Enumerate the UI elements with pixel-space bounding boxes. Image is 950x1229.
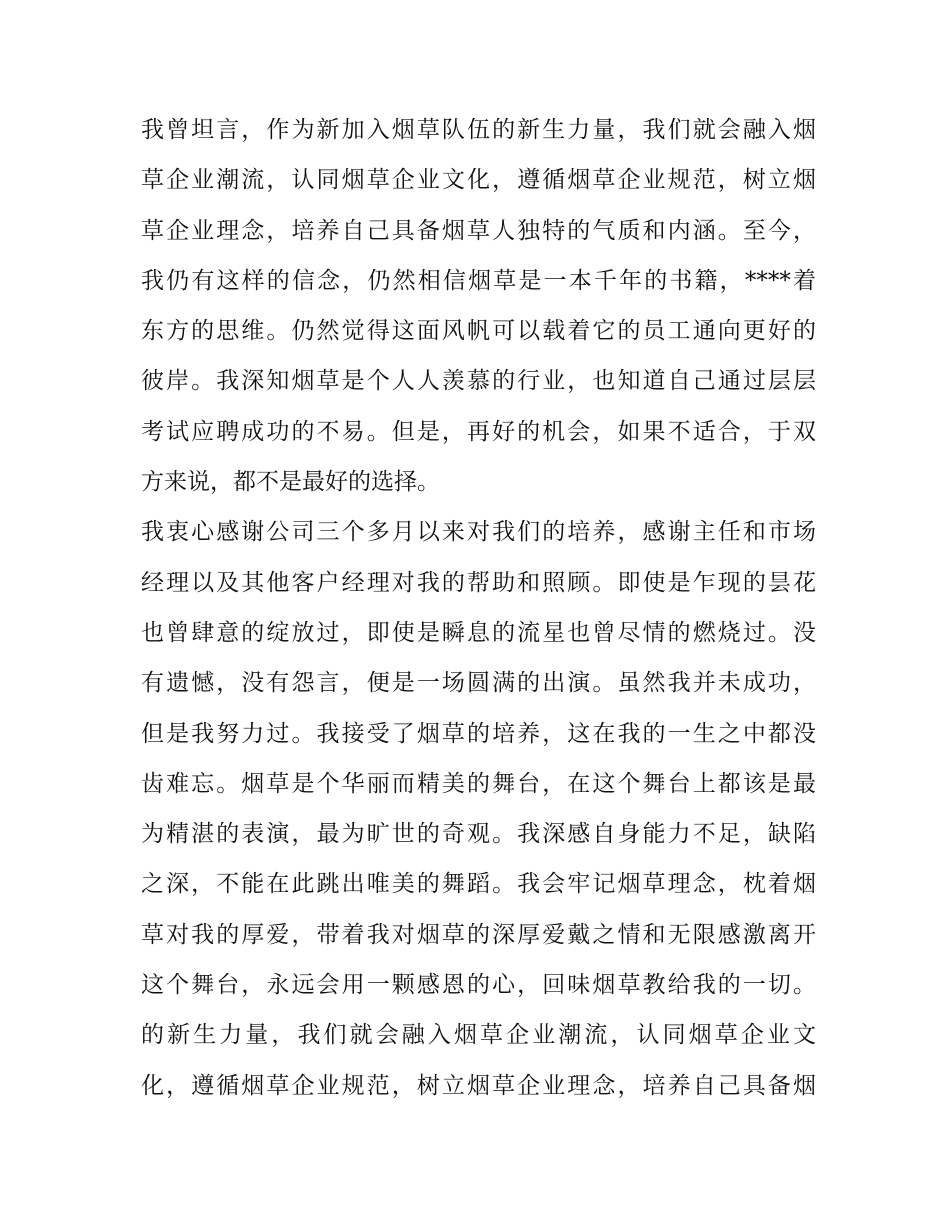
text-line: 我曾坦言，作为新加入烟草队伍的新生力量，我们就会融入烟 [141,117,816,143]
text-line: 这个舞台，永远会用一颗感恩的心，回味烟草教给我的一切。 [141,972,816,999]
body-text [141,105,816,1111]
text-line: 齿难忘。烟草是个华丽而精美的舞台，在这个舞台上都该是最 [141,770,816,797]
text-line: 之深，不能在此跳出唯美的舞蹈。我会牢记烟草理念，枕着烟 [141,871,816,898]
text-line: 考试应聘成功的不易。但是，再好的机会，如果不适合，于双 [141,418,816,445]
text-line: 我仍有这样的信念，仍然相信烟草是一本千年的书籍，****着 [141,267,816,294]
text-line: 有遗憾，没有怨言，便是一场圆满的出演。虽然我并未成功， [141,670,816,697]
text-line: 我衷心感谢公司三个多月以来对我们的培养，感谢主任和市场 [141,519,816,546]
text-line: 也曾肆意的绽放过，即使是瞬息的流星也曾尽情的燃烧过。没 [141,619,816,646]
text-line: 的新生力量，我们就会融入烟草企业潮流，认同烟草企业文 [141,1022,816,1049]
text-line: 草企业理念，培养自己具备烟草人独特的气质和内涵。至今， [141,217,816,244]
text-line: 草企业潮流，认同烟草企业文化，遵循烟草企业规范，树立烟 [141,167,816,194]
text-line: 化，遵循烟草企业规范，树立烟草企业理念，培养自己具备烟 [141,1072,816,1099]
text-line: 经理以及其他客户经理对我的帮助和照顾。即使是乍现的昙花 [141,569,816,596]
text-line: 为精湛的表演，最为旷世的奇观。我深感自身能力不足，缺陷 [141,821,816,848]
text-line: 东方的思维。仍然觉得这面风帆可以载着它的员工通向更好的 [141,318,816,345]
text-line: 彼岸。我深知烟草是个人人羡慕的行业，也知道自己通过层层 [141,368,816,395]
text-line: 方来说，都不是最好的选择。 [141,469,440,496]
text-line: 草对我的厚爱，带着我对烟草的深厚爱戴之情和无限感激离开 [141,921,816,948]
text-line: 但是我努力过。我接受了烟草的培养，这在我的一生之中都没 [141,720,816,747]
